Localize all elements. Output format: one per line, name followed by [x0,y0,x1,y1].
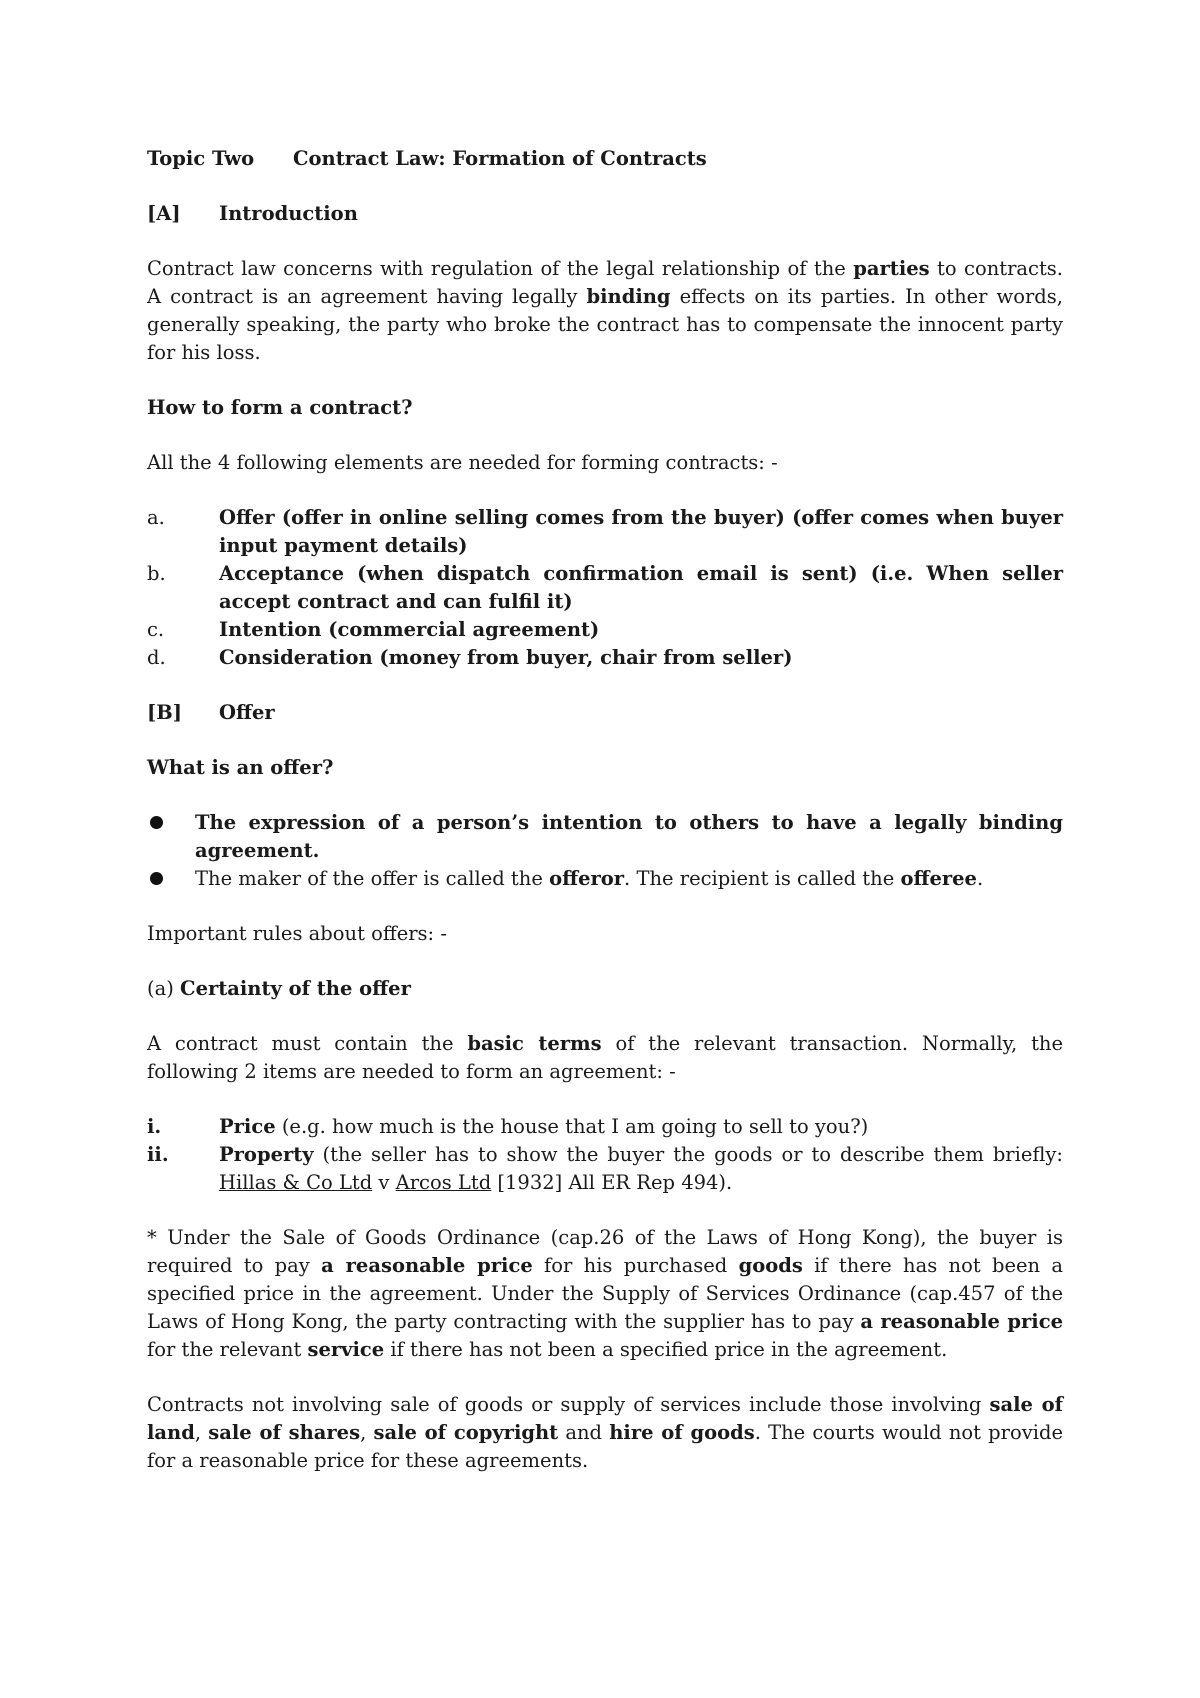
list-item-text [219,1141,1063,1197]
list-item-label [147,1113,219,1141]
list-item-label: d. [147,646,166,669]
elements-intro: All the 4 following elements are needed for forming contracts: - [147,451,778,474]
bullet-list [147,809,1063,893]
section-heading-a [147,200,1063,228]
section-heading-text: Introduction [219,202,358,225]
text-run: . The recipient is called the [624,867,901,890]
bold-term: basic terms [467,1032,602,1055]
text-run: if there has not been a specified price in the agreement. [384,1338,948,1361]
section-heading-b [147,699,1063,727]
bold-term: sale of copyright [373,1421,559,1444]
bold-term: offeree [900,867,977,890]
text-run: (e.g. how much is the house that I am going to sell to you?) [275,1115,869,1138]
text-run: of the relevant transaction. Normally, the following 2 items are needed to form an agreement: - [147,1032,1064,1083]
list-item [147,616,1063,644]
bullet-item [147,865,1063,893]
text-run: . The courts would not provide for a reasonable price for these agreements. [147,1421,1063,1472]
bullet-dot-icon [147,809,195,865]
list-item-label: c. [147,618,165,641]
list-item-text: Intention (commercial agreement) [219,618,600,641]
bold-term: Price [219,1115,276,1138]
subheading-text: What is an offer? [147,756,334,779]
case-citation: [1932] All ER Rep 494). [491,1171,733,1194]
subheading-how-to-form [147,394,1063,422]
text-run: (the seller has to show the buyer the goods or to describe them briefly: [313,1143,1063,1166]
bold-term: offeror [549,867,625,890]
text-run: * Under the Sale of Goods Ordinance (cap.26 of the Laws of Hong Kong), the buyer is required to pay [147,1226,1063,1277]
case-name: Hillas & Co Ltd [219,1171,373,1194]
text-run: , [360,1421,374,1444]
list-item-label: a. [147,506,165,529]
document-title [147,145,1063,173]
title-text: Contract Law: Formation of Contracts [293,147,707,170]
basic-terms-paragraph [147,1030,1063,1086]
text-run: effects on its parties. In other words, generally speaking, the party who broke the contract has to compensate the innocent party for his loss. [147,285,1063,364]
section-label: [A] [147,202,181,225]
bullet-dot-icon [147,865,195,893]
elements-list [147,504,1063,672]
bold-term: sale of shares [208,1421,361,1444]
bullet-text [195,809,1063,865]
case-name: Arcos Ltd [395,1171,492,1194]
list-item-text: Acceptance (when dispatch confirmation email is sent) (i.e. When seller accept contract and can fulfil it) [219,562,1063,613]
list-item [147,644,1063,672]
list-item-label [147,1141,219,1197]
bold-term: a reasonable price [321,1254,533,1277]
bold-term: binding [586,285,671,308]
contracts-paragraph [147,1391,1063,1475]
subheading-text: How to form a contract? [147,396,413,419]
list-item [147,1113,1063,1141]
text-run: for his purchased [532,1254,739,1277]
bold-term: a reasonable price [860,1310,1063,1333]
bold-term: service [307,1338,385,1361]
list-item-label: b. [147,562,166,585]
bullet-text [195,865,1063,893]
bold-term: parties [853,257,930,280]
certainty-heading [147,975,1063,1003]
bold-term: Property [219,1143,314,1166]
bold-term: i. [147,1115,162,1138]
list-item [147,504,1063,560]
note-paragraph [147,1224,1063,1364]
text-run: to contracts. A contract is an agreement having legally [147,257,1063,308]
bold-term: ii. [147,1143,169,1166]
section-heading-text: Offer [219,701,275,724]
text-run: . [976,867,984,890]
list-item-text: Consideration (money from buyer, chair from seller) [219,646,793,669]
text-run: The maker of the offer is called the [195,867,550,890]
text-run: for the relevant [147,1338,308,1361]
text-run: v [372,1171,396,1194]
rules-intro: Important rules about offers: - [147,922,447,945]
bold-term: The expression of a person’s intention to others to have a legally binding agreement. [195,811,1063,862]
bold-term: hire of goods [609,1421,755,1444]
text-run: A contract must contain the [147,1032,468,1055]
text-run: if there has not been a specified price in the agreement. Under the Supply of Services Ordinance (cap.457 of the Laws of Hong Kong, the party contracting with the supplier has to pay [147,1254,1064,1333]
list-item-text [219,1113,1063,1141]
section-label: [B] [147,701,182,724]
bold-term: goods [738,1254,803,1277]
document-body [147,145,1063,1475]
text-run: Contracts not involving sale of goods or supply of services include those involving [147,1393,990,1416]
intro-paragraph [147,255,1063,367]
list-item-text: Offer (offer in online selling comes from the buyer) (offer comes when buyer input payment details) [219,506,1063,557]
title-label: Topic Two [147,147,255,170]
bold-term: Certainty of the offer [180,977,411,1000]
text-run: (a) [147,977,181,1000]
bullet-item [147,809,1063,865]
text-run: and [558,1421,610,1444]
items-list [147,1113,1063,1197]
subheading-what-is-offer [147,754,1063,782]
bold-term: sale of land [147,1393,1063,1444]
list-item [147,560,1063,616]
list-item [147,1141,1063,1197]
text-run: Contract law concerns with regulation of the legal relationship of the [147,257,854,280]
text-run: , [194,1421,209,1444]
